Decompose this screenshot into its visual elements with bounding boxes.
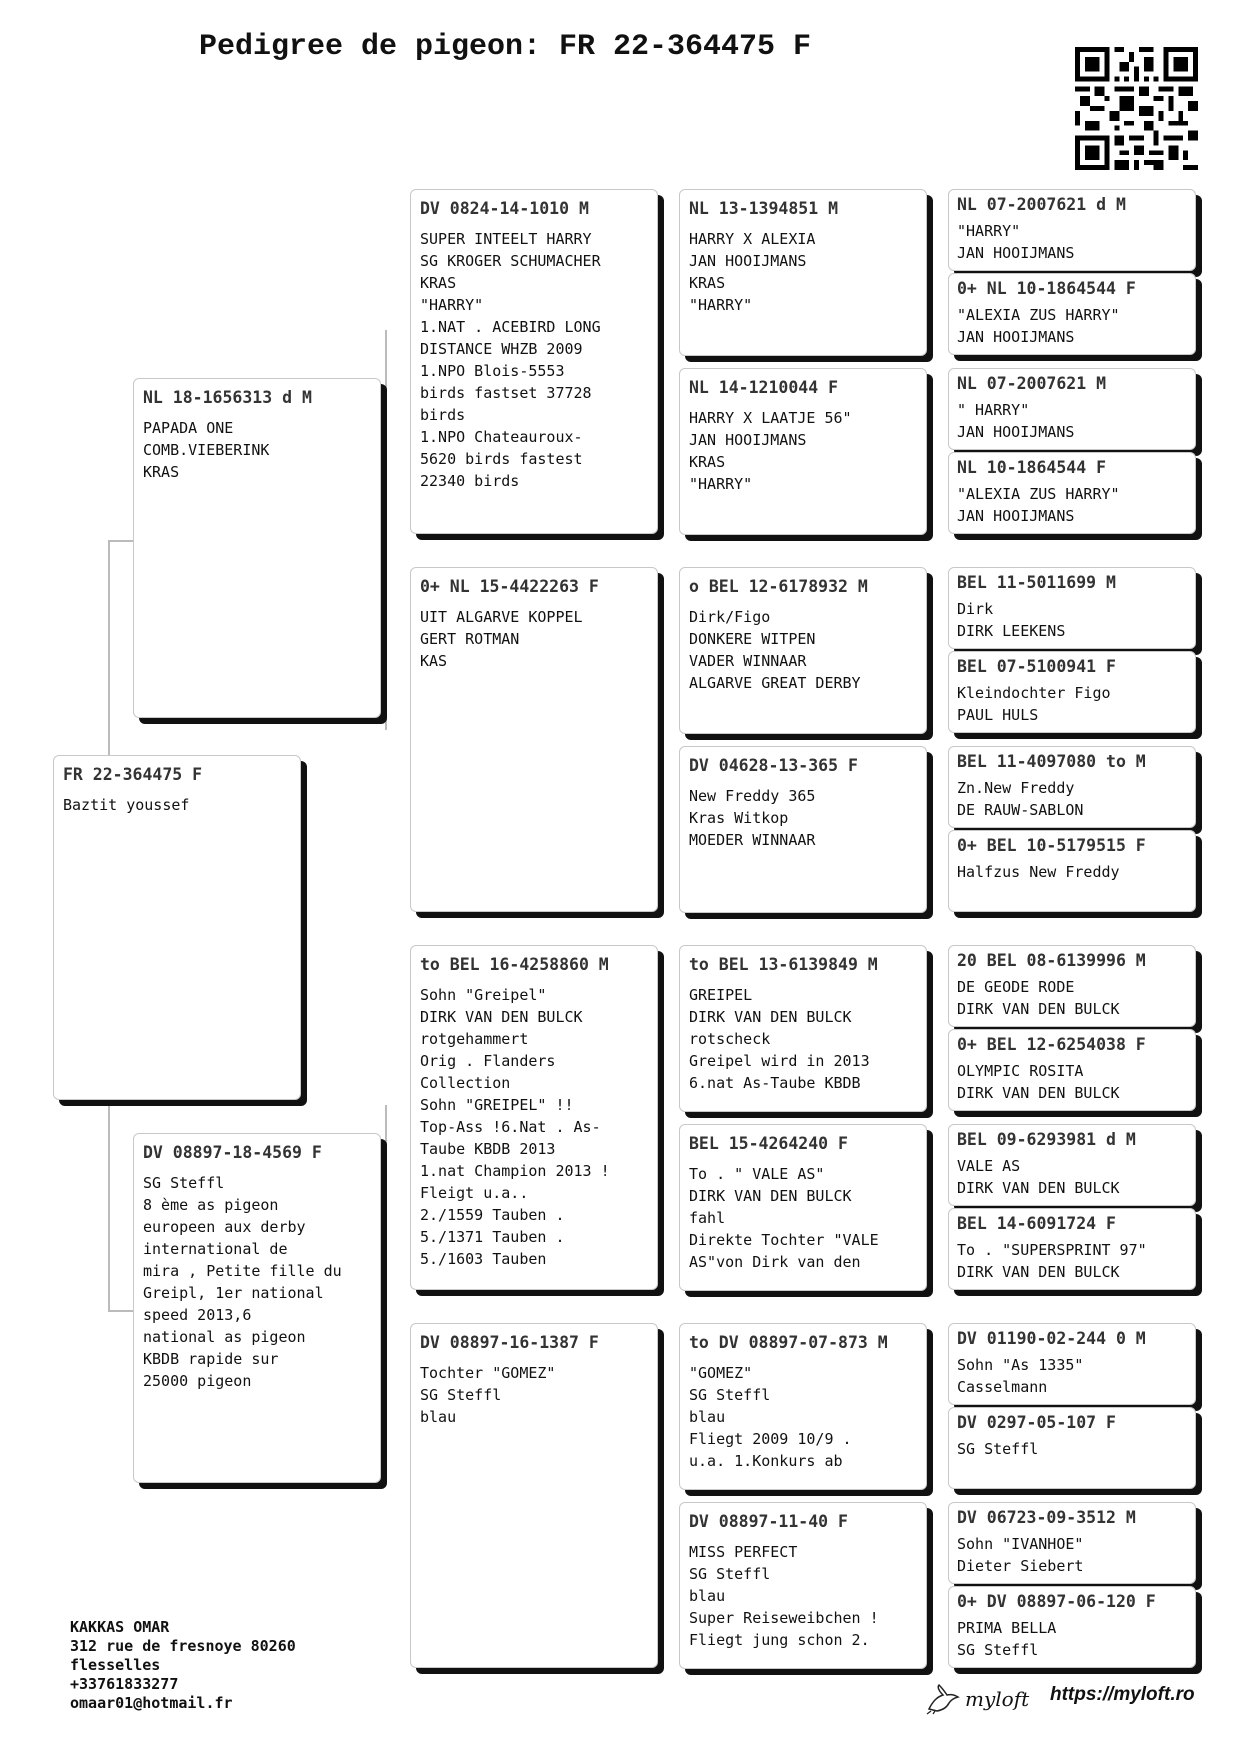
great-grandparent-ring: BEL 15-4264240 F xyxy=(689,1134,848,1153)
great-grandparent-info: To . " VALE AS" DIRK VAN DEN BULCK fahl Direkte Tochter "VALE AS"von Dirk van den xyxy=(689,1165,879,1271)
great-grandparent-box[interactable] xyxy=(679,189,927,356)
gggp-info: PRIMA BELLA SG Steffl xyxy=(957,1619,1057,1659)
owner-name: KAKKAS OMAR xyxy=(70,1618,170,1636)
great-grandparent-info: "GOMEZ" SG Steffl blau Fliegt 2009 10/9 . u.a. 1.Konkurs ab xyxy=(689,1364,852,1470)
great-grandparent-info: MISS PERFECT SG Steffl blau Super Reiseweibchen ! Fliegt jung schon 2. xyxy=(689,1543,879,1649)
grandparent-box[interactable] xyxy=(410,567,658,912)
great-grandparent-ring: o BEL 12-6178932 M xyxy=(689,577,868,596)
grandparent-info: UIT ALGARVE KOPPEL GERT ROTMAN KAS xyxy=(420,608,583,670)
gggp-info: " HARRY" JAN HOOIJMANS xyxy=(957,401,1075,441)
grandparent-info: SUPER INTEELT HARRY SG KROGER SCHUMACHER KRAS "HARRY" 1.NAT . ACEBIRD LONG DISTANCE WHZB 2009 1.NPO Blois-5553 birds fastset 37728 birds 1.NPO Chateauroux- 5620 birds fastest 22340 birds xyxy=(420,230,601,490)
gggp-info: Halfzus New Freddy xyxy=(957,863,1120,881)
gggp-box[interactable] xyxy=(948,830,1196,912)
gggp-box[interactable] xyxy=(948,1586,1196,1668)
great-grandparent-box[interactable] xyxy=(679,945,927,1112)
brand-logo-text: myloft xyxy=(965,1687,1030,1711)
gggp-ring: 0+ BEL 12-6254038 F xyxy=(957,1035,1146,1054)
great-grandparent-box[interactable] xyxy=(679,368,927,535)
gggp-ring: 0+ NL 10-1864544 F xyxy=(957,279,1136,298)
great-grandparent-box[interactable] xyxy=(679,1124,927,1291)
subject-info: Baztit youssef xyxy=(63,796,190,814)
myloft-brand xyxy=(925,1683,1029,1715)
grandparent-box[interactable] xyxy=(410,945,658,1290)
great-grandparent-info: HARRY X ALEXIA JAN HOOIJMANS KRAS "HARRY" xyxy=(689,230,816,314)
gggp-box[interactable] xyxy=(948,273,1196,355)
gggp-ring: 20 BEL 08-6139996 M xyxy=(957,951,1146,970)
dam-ring: DV 08897-18-4569 F xyxy=(143,1143,322,1162)
owner-phone: +33761833277 xyxy=(70,1675,179,1693)
connector-line xyxy=(385,1105,387,1305)
subject-box[interactable] xyxy=(53,755,301,1100)
dam-info: SG Steffl 8 ème as pigeon europeen aux derby international de mira , Petite fille du Greipl, 1er national speed 2013,6 national as pigeon KBDB rapide sur 25000 pigeon xyxy=(143,1174,342,1390)
great-grandparent-ring: DV 04628-13-365 F xyxy=(689,756,858,775)
great-grandparent-ring: DV 08897-11-40 F xyxy=(689,1512,848,1531)
gggp-info: VALE AS DIRK VAN DEN BULCK xyxy=(957,1157,1120,1197)
gggp-ring: NL 07-2007621 M xyxy=(957,374,1107,393)
great-grandparent-ring: NL 14-1210044 F xyxy=(689,378,839,397)
great-grandparent-info: Dirk/Figo DONKERE WITPEN VADER WINNAAR ALGARVE GREAT DERBY xyxy=(689,608,861,692)
great-grandparent-box[interactable] xyxy=(679,1502,927,1669)
pigeon-logo-icon xyxy=(925,1683,961,1715)
gggp-info: "ALEXIA ZUS HARRY" JAN HOOIJMANS xyxy=(957,306,1120,346)
gggp-box[interactable] xyxy=(948,1407,1196,1489)
gggp-ring: BEL 07-5100941 F xyxy=(957,657,1116,676)
great-grandparent-box[interactable] xyxy=(679,746,927,913)
gggp-info: Sohn "IVANHOE" Dieter Siebert xyxy=(957,1535,1084,1575)
grandparent-ring: DV 08897-16-1387 F xyxy=(420,1333,599,1352)
gggp-box[interactable] xyxy=(948,567,1196,649)
gggp-ring: 0+ BEL 10-5179515 F xyxy=(957,836,1146,855)
gggp-info: Sohn "As 1335" Casselmann xyxy=(957,1356,1084,1396)
connector-line xyxy=(108,540,134,542)
gggp-ring: BEL 11-4097080 to M xyxy=(957,752,1146,771)
great-grandparent-box[interactable] xyxy=(679,567,927,734)
grandparent-box[interactable] xyxy=(410,189,658,534)
sire-info: PAPADA ONE COMB.VIEBERINK KRAS xyxy=(143,419,270,481)
connector-line xyxy=(108,1310,134,1312)
gggp-box[interactable] xyxy=(948,452,1196,534)
great-grandparent-info: HARRY X LAATJE 56" JAN HOOIJMANS KRAS "HARRY" xyxy=(689,409,852,493)
gggp-info: Zn.New Freddy DE RAUW-SABLON xyxy=(957,779,1084,819)
gggp-ring: BEL 14-6091724 F xyxy=(957,1214,1116,1233)
gggp-ring: DV 01190-02-244 0 M xyxy=(957,1329,1146,1348)
page-title: Pedigree de pigeon: FR 22-364475 F xyxy=(198,30,812,64)
gggp-ring: DV 06723-09-3512 M xyxy=(957,1508,1136,1527)
connector-line xyxy=(108,1100,110,1310)
owner-email[interactable]: omaar01@hotmail.fr xyxy=(70,1694,233,1712)
great-grandparent-ring: to DV 08897-07-873 M xyxy=(689,1333,888,1352)
great-grandparent-box[interactable] xyxy=(679,1323,927,1490)
great-grandparent-ring: NL 13-1394851 M xyxy=(689,199,839,218)
gggp-ring: NL 07-2007621 d M xyxy=(957,195,1126,214)
gggp-box[interactable] xyxy=(948,368,1196,450)
gggp-ring: BEL 09-6293981 d M xyxy=(957,1130,1136,1149)
connector-line xyxy=(108,540,110,755)
gggp-ring: BEL 11-5011699 M xyxy=(957,573,1116,592)
gggp-box[interactable] xyxy=(948,1124,1196,1206)
gggp-box[interactable] xyxy=(948,189,1196,271)
gggp-box[interactable] xyxy=(948,651,1196,733)
owner-address-block xyxy=(70,1618,296,1713)
gggp-info: SG Steffl xyxy=(957,1440,1039,1458)
gggp-box[interactable] xyxy=(948,1323,1196,1405)
gggp-info: DE GEODE RODE DIRK VAN DEN BULCK xyxy=(957,978,1120,1018)
grandparent-info: Sohn "Greipel" DIRK VAN DEN BULCK rotgehammert Orig . Flanders Collection Sohn "GREIPEL" !! Top-Ass !6.Nat . As- Taube KBDB 2013 1.nat Champion 2013 ! Fleigt u.a.. 2./1559 Tauben . 5./1371 Tauben . 5./1603 Tauben xyxy=(420,986,610,1268)
owner-city: flesselles xyxy=(70,1656,161,1674)
gggp-info: "HARRY" JAN HOOIJMANS xyxy=(957,222,1075,262)
dam-box[interactable] xyxy=(133,1133,381,1483)
qr-code-icon xyxy=(1075,47,1198,170)
gggp-info: Kleindochter Figo PAUL HULS xyxy=(957,684,1111,724)
gggp-info: "ALEXIA ZUS HARRY" JAN HOOIJMANS xyxy=(957,485,1120,525)
gggp-info: To . "SUPERSPRINT 97" DIRK VAN DEN BULCK xyxy=(957,1241,1147,1281)
brand-url-link[interactable]: https://myloft.ro xyxy=(1050,1684,1195,1705)
gggp-box[interactable] xyxy=(948,1502,1196,1584)
gggp-ring: NL 10-1864544 F xyxy=(957,458,1107,477)
connector-line xyxy=(385,330,387,730)
great-grandparent-info: GREIPEL DIRK VAN DEN BULCK rotscheck Greipel wird in 2013 6.nat As-Taube KBDB xyxy=(689,986,870,1092)
gggp-box[interactable] xyxy=(948,1208,1196,1290)
sire-ring: NL 18-1656313 d M xyxy=(143,388,312,407)
grandparent-ring: DV 0824-14-1010 M xyxy=(420,199,589,218)
subject-ring: FR 22-364475 F xyxy=(63,765,203,784)
gggp-box[interactable] xyxy=(948,945,1196,1027)
gggp-info: Dirk DIRK LEEKENS xyxy=(957,600,1066,640)
great-grandparent-info: New Freddy 365 Kras Witkop MOEDER WINNAAR xyxy=(689,787,816,849)
grandparent-ring: 0+ NL 15-4422263 F xyxy=(420,577,599,596)
grandparent-box[interactable] xyxy=(410,1323,658,1668)
gggp-info: OLYMPIC ROSITA DIRK VAN DEN BULCK xyxy=(957,1062,1120,1102)
gggp-box[interactable] xyxy=(948,746,1196,828)
gggp-box[interactable] xyxy=(948,1029,1196,1111)
owner-address: 312 rue de fresnoye 80260 xyxy=(70,1637,296,1655)
grandparent-ring: to BEL 16-4258860 M xyxy=(420,955,609,974)
gggp-ring: 0+ DV 08897-06-120 F xyxy=(957,1592,1156,1611)
great-grandparent-ring: to BEL 13-6139849 M xyxy=(689,955,878,974)
gggp-ring: DV 0297-05-107 F xyxy=(957,1413,1116,1432)
grandparent-info: Tochter "GOMEZ" SG Steffl blau xyxy=(420,1364,556,1426)
sire-box[interactable] xyxy=(133,378,381,718)
